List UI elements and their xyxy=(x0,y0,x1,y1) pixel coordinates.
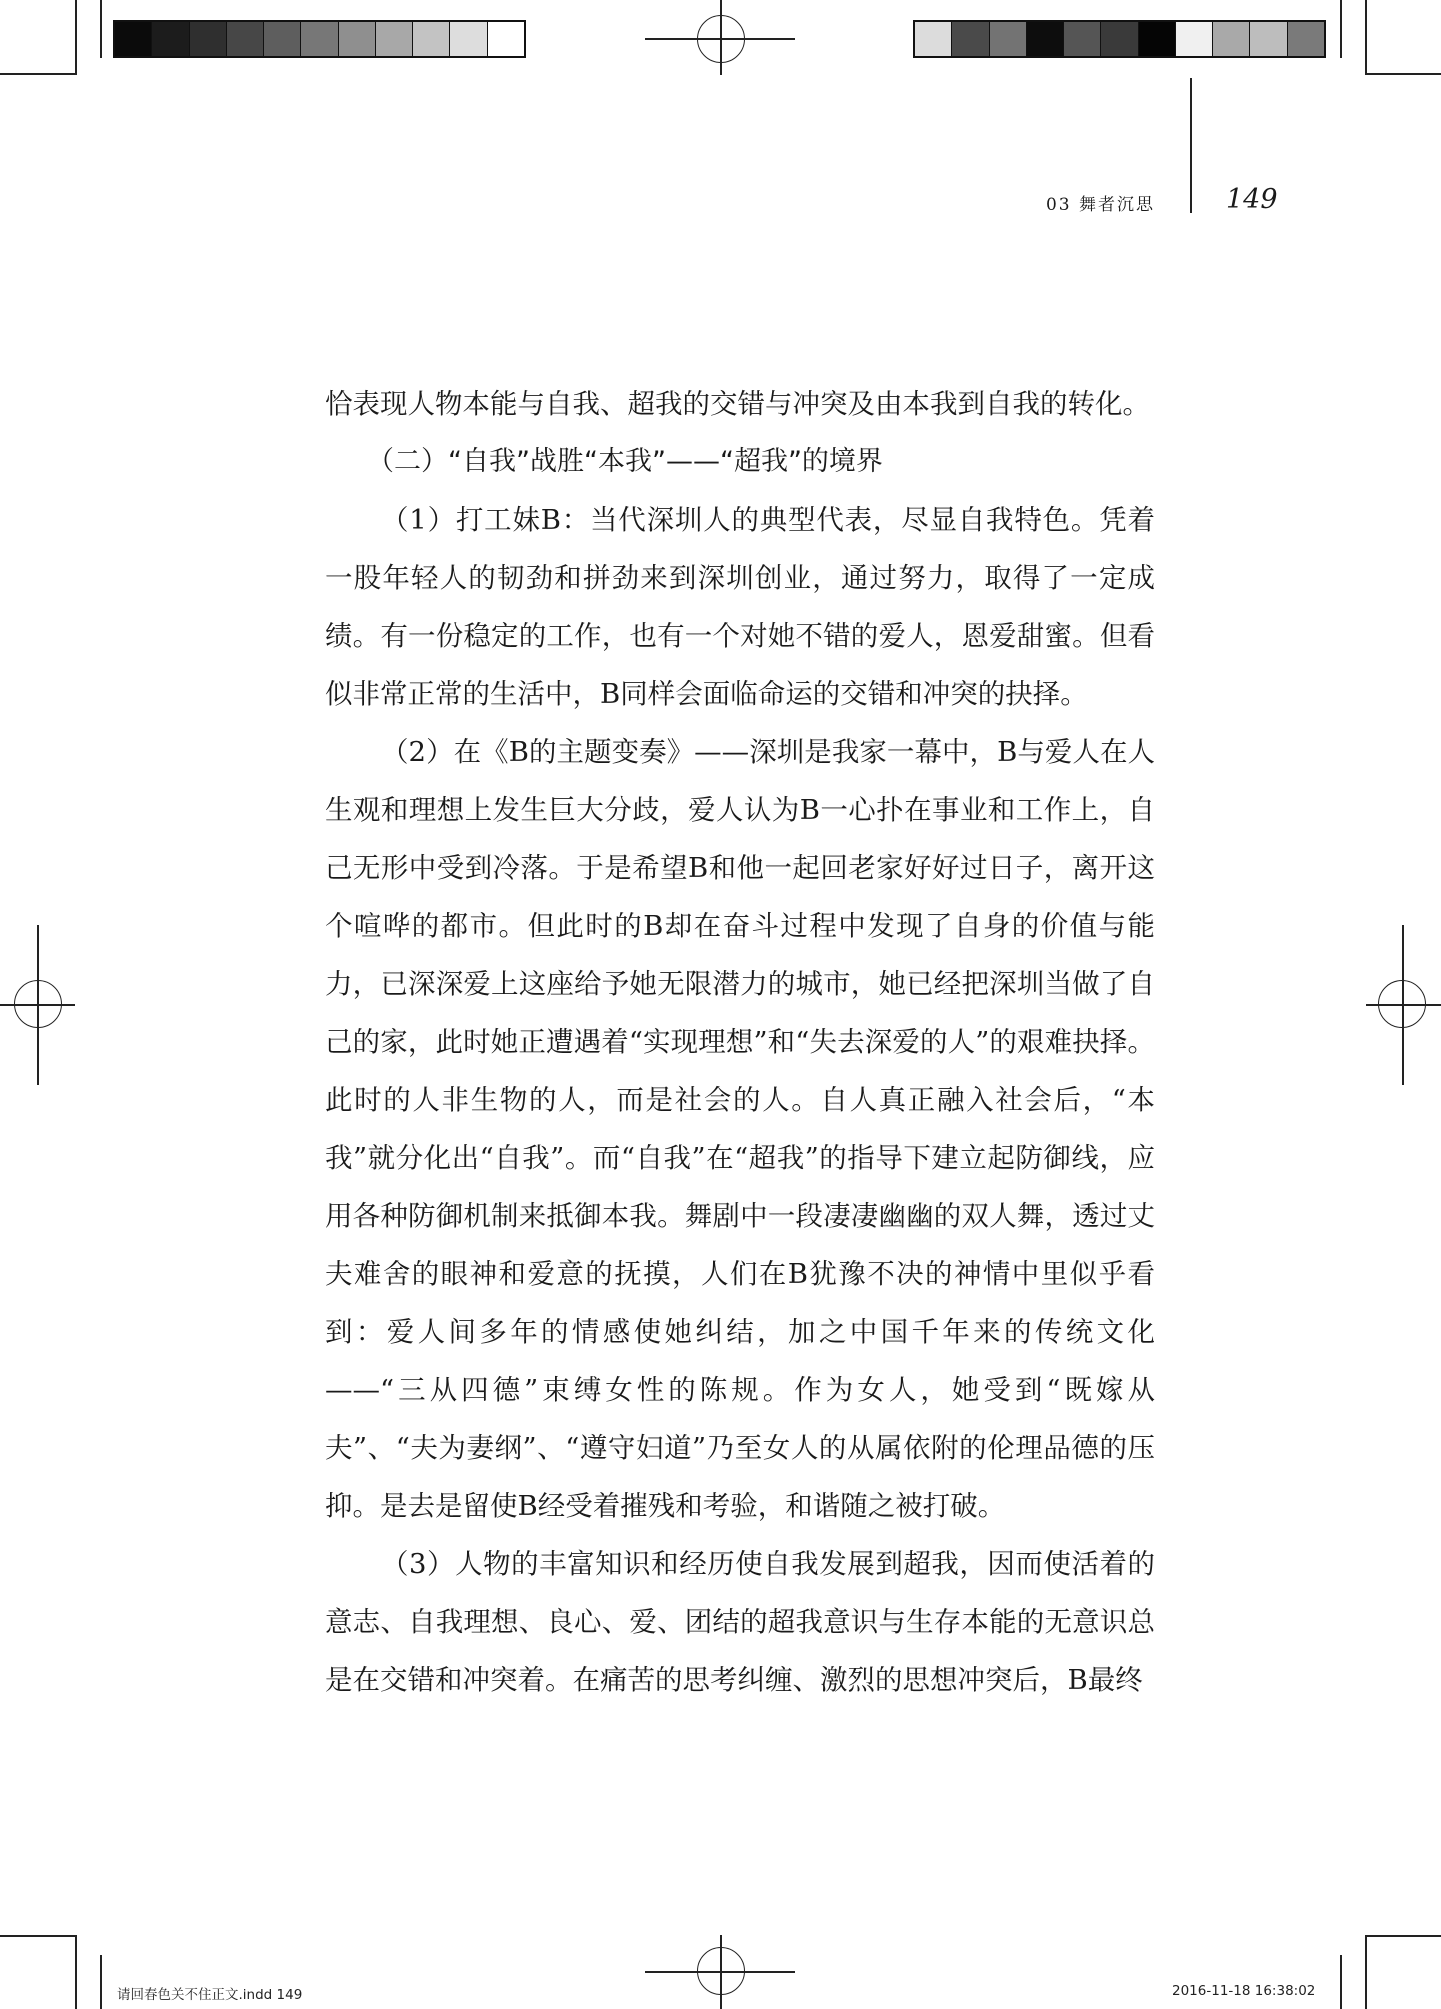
color-swatch xyxy=(226,22,263,56)
paragraph-1: （1）打工妹B：当代深圳人的典型代表，尽显自我特色。凭着一股年轻人的韧劲和拼劲来到深圳创业，通过努力，取得了一定成绩。有一份稳定的工作，也有一个对她不错的爱人，恩爱甜蜜。但看似非常正常的生活中，B同样会面临命运的交错和冲突的抉择。 xyxy=(325,504,1155,710)
color-swatch xyxy=(300,22,337,56)
registration-mark-bottom-v xyxy=(720,1935,722,2009)
registration-mark-right-h xyxy=(1366,1004,1441,1006)
registration-mark-right-v xyxy=(1402,925,1404,1085)
crop-mark xyxy=(1340,0,1342,58)
footer-timestamp: 2016-11-18 16:38:02 xyxy=(1172,1983,1316,1999)
header-divider xyxy=(1190,78,1192,213)
main-body xyxy=(325,375,1155,1709)
paragraph-continued: 恰表现人物本能与自我、超我的交错与冲突及由本我到自我的转化。 xyxy=(325,388,1150,420)
color-swatch xyxy=(412,22,449,56)
section-subheading: （二）“自我”战胜“本我”——“超我”的境界 xyxy=(367,446,883,477)
color-calibration-bar-left xyxy=(113,20,526,58)
crop-mark xyxy=(1366,73,1441,75)
footer-file-slug: 请回春色关不住正文.indd 149 xyxy=(117,1987,303,2003)
crop-mark xyxy=(1366,1935,1441,1937)
color-swatch xyxy=(1287,22,1324,56)
color-swatch xyxy=(449,22,486,56)
paragraph-3: （3）人物的丰富知识和经历使自我发展到超我，因而使活着的意志、自我理想、良心、爱、团结的超我意识与生存本能的无意识总是在交错和冲突着。在痛苦的思考纠缠、激烈的思想冲突后，B最终 xyxy=(325,1548,1155,1696)
paragraph-2: （2）在《B的主题变奏》——深圳是我家一幕中，B与爱人在人生观和理想上发生巨大分歧，爱人认为B一心扑在事业和工作上，自己无形中受到冷落。于是希望B和他一起回老家好好过日子，离开这个喧哗的都市。但此时的B却在奋斗过程中发现了自身的价值与能力，已深深爱上这座给予她无限潜力的城市，她已经把深圳当做了自己的家，此时她正遭遇着“实现理想”和“失去深爱的人”的艰难抉择。此时的人非生物的人，而是社会的人。自人真正融入社会后，“本我”就分化出“自我”。而“自我”在“超我”的指导下建立起防御线，应用各种防御机制来抵御本我。舞剧中一段凄凄幽幽的双人舞，透过丈夫难舍的眼神和爱意的抚摸，人们在B犹豫不决的神情中里似乎看到：爱人间多年的情感使她纠结，加之中国千年来的传统文化——“三从四德”束缚女性的陈规。作为女人，她受到“既嫁从夫”、“夫为妻纲”、“遵守妇道”乃至女人的从属依附的伦理品德的压抑。是去是留使B经受着摧残和考验，和谐随之被打破。 xyxy=(325,736,1155,1522)
crop-mark xyxy=(1340,1955,1342,2009)
crop-mark xyxy=(1365,1935,1367,2009)
running-header-section: 03 舞者沉思 xyxy=(1045,195,1155,215)
color-swatch xyxy=(151,22,188,56)
color-swatch xyxy=(1212,22,1249,56)
crop-mark xyxy=(1365,0,1367,75)
color-swatch xyxy=(487,22,524,56)
color-swatch xyxy=(915,22,951,56)
color-swatch xyxy=(375,22,412,56)
color-swatch xyxy=(1249,22,1286,56)
crop-mark xyxy=(100,0,102,58)
color-swatch xyxy=(1138,22,1175,56)
color-swatch xyxy=(263,22,300,56)
crop-mark xyxy=(75,0,77,75)
color-swatch xyxy=(1026,22,1063,56)
crop-mark xyxy=(100,1955,102,2009)
page-number: 149 xyxy=(1226,184,1278,215)
color-swatch xyxy=(338,22,375,56)
registration-mark-left-v xyxy=(37,925,39,1085)
crop-mark xyxy=(0,73,75,75)
color-swatch xyxy=(1063,22,1100,56)
color-swatch xyxy=(1100,22,1137,56)
color-swatch xyxy=(951,22,988,56)
color-swatch xyxy=(1175,22,1212,56)
color-calibration-bar-right xyxy=(913,20,1326,58)
crop-mark xyxy=(75,1935,77,2009)
color-swatch xyxy=(189,22,226,56)
registration-mark-top-v xyxy=(720,0,722,75)
crop-mark xyxy=(0,1935,75,1937)
color-swatch xyxy=(989,22,1026,56)
color-swatch xyxy=(115,22,151,56)
